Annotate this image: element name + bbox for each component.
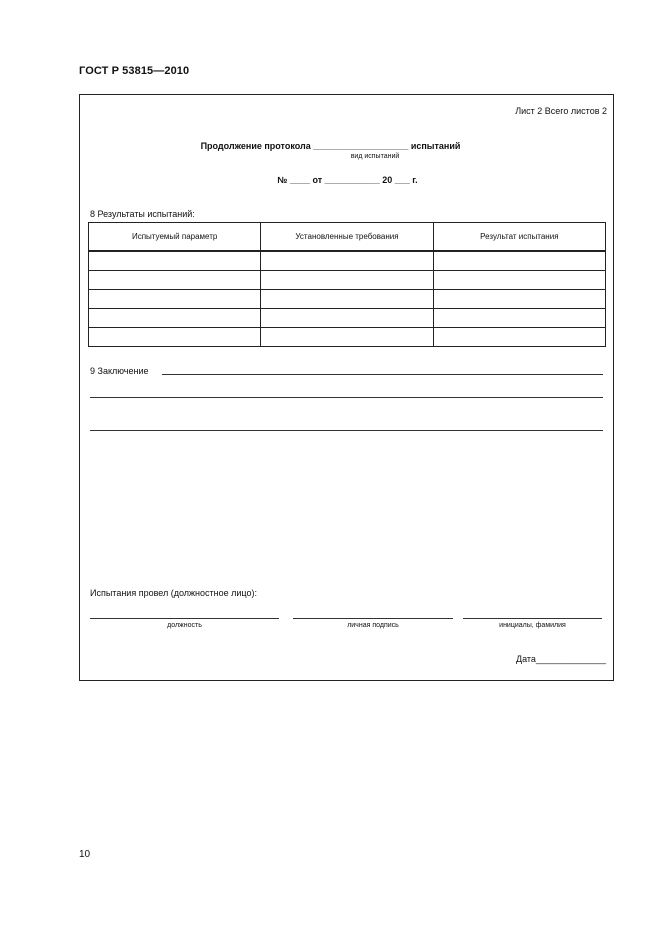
table-row <box>89 309 606 328</box>
document-header: ГОСТ Р 53815—2010 <box>79 65 190 77</box>
position-signature-line[interactable] <box>90 618 279 619</box>
conclusion-label: 9 Заключение <box>90 366 149 376</box>
position-caption: должность <box>167 622 202 629</box>
personal-signature-line[interactable] <box>293 618 453 619</box>
signature-caption: личная подпись <box>347 622 399 629</box>
table-cell[interactable] <box>261 309 433 328</box>
tester-label: Испытания провел (должностное лицо): <box>90 588 257 598</box>
table-row <box>89 290 606 309</box>
table-cell[interactable] <box>433 290 605 309</box>
table-header-row <box>89 223 606 252</box>
table-cell[interactable] <box>89 290 261 309</box>
table-cell[interactable] <box>261 271 433 290</box>
conclusion-input-line[interactable] <box>90 430 603 431</box>
table-cell[interactable] <box>89 251 261 271</box>
table-row <box>89 328 606 347</box>
table-row <box>89 251 606 271</box>
table-cell[interactable] <box>433 328 605 347</box>
column-header-parameter: Испытуемый параметр <box>89 223 261 252</box>
table-cell[interactable] <box>261 251 433 271</box>
sheet-info: Лист 2 Всего листов 2 <box>515 106 607 116</box>
table-cell[interactable] <box>261 328 433 347</box>
conclusion-input-line[interactable] <box>90 397 603 398</box>
protocol-title: Продолжение протокола ___________________ испытаний <box>200 141 461 151</box>
table-cell[interactable] <box>89 309 261 328</box>
table-cell[interactable] <box>89 271 261 290</box>
name-caption: инициалы, фамилия <box>499 622 566 629</box>
table-cell[interactable] <box>433 309 605 328</box>
results-table <box>88 222 606 347</box>
date-field[interactable]: Дата______________ <box>515 654 606 664</box>
table-cell[interactable] <box>433 271 605 290</box>
conclusion-input-line[interactable] <box>162 374 603 375</box>
table-cell[interactable] <box>89 328 261 347</box>
table-cell[interactable] <box>433 251 605 271</box>
table-cell[interactable] <box>261 290 433 309</box>
column-header-requirements: Установленные требования <box>261 223 433 252</box>
results-heading: 8 Результаты испытаний: <box>90 209 195 219</box>
name-signature-line[interactable] <box>463 618 602 619</box>
table-row <box>89 271 606 290</box>
page-number: 10 <box>79 849 91 860</box>
test-type-caption: вид испытаний <box>350 153 400 160</box>
column-header-result: Результат испытания <box>433 223 605 252</box>
protocol-number-line: № ____ от ___________ 20 ___ г. <box>277 175 418 185</box>
